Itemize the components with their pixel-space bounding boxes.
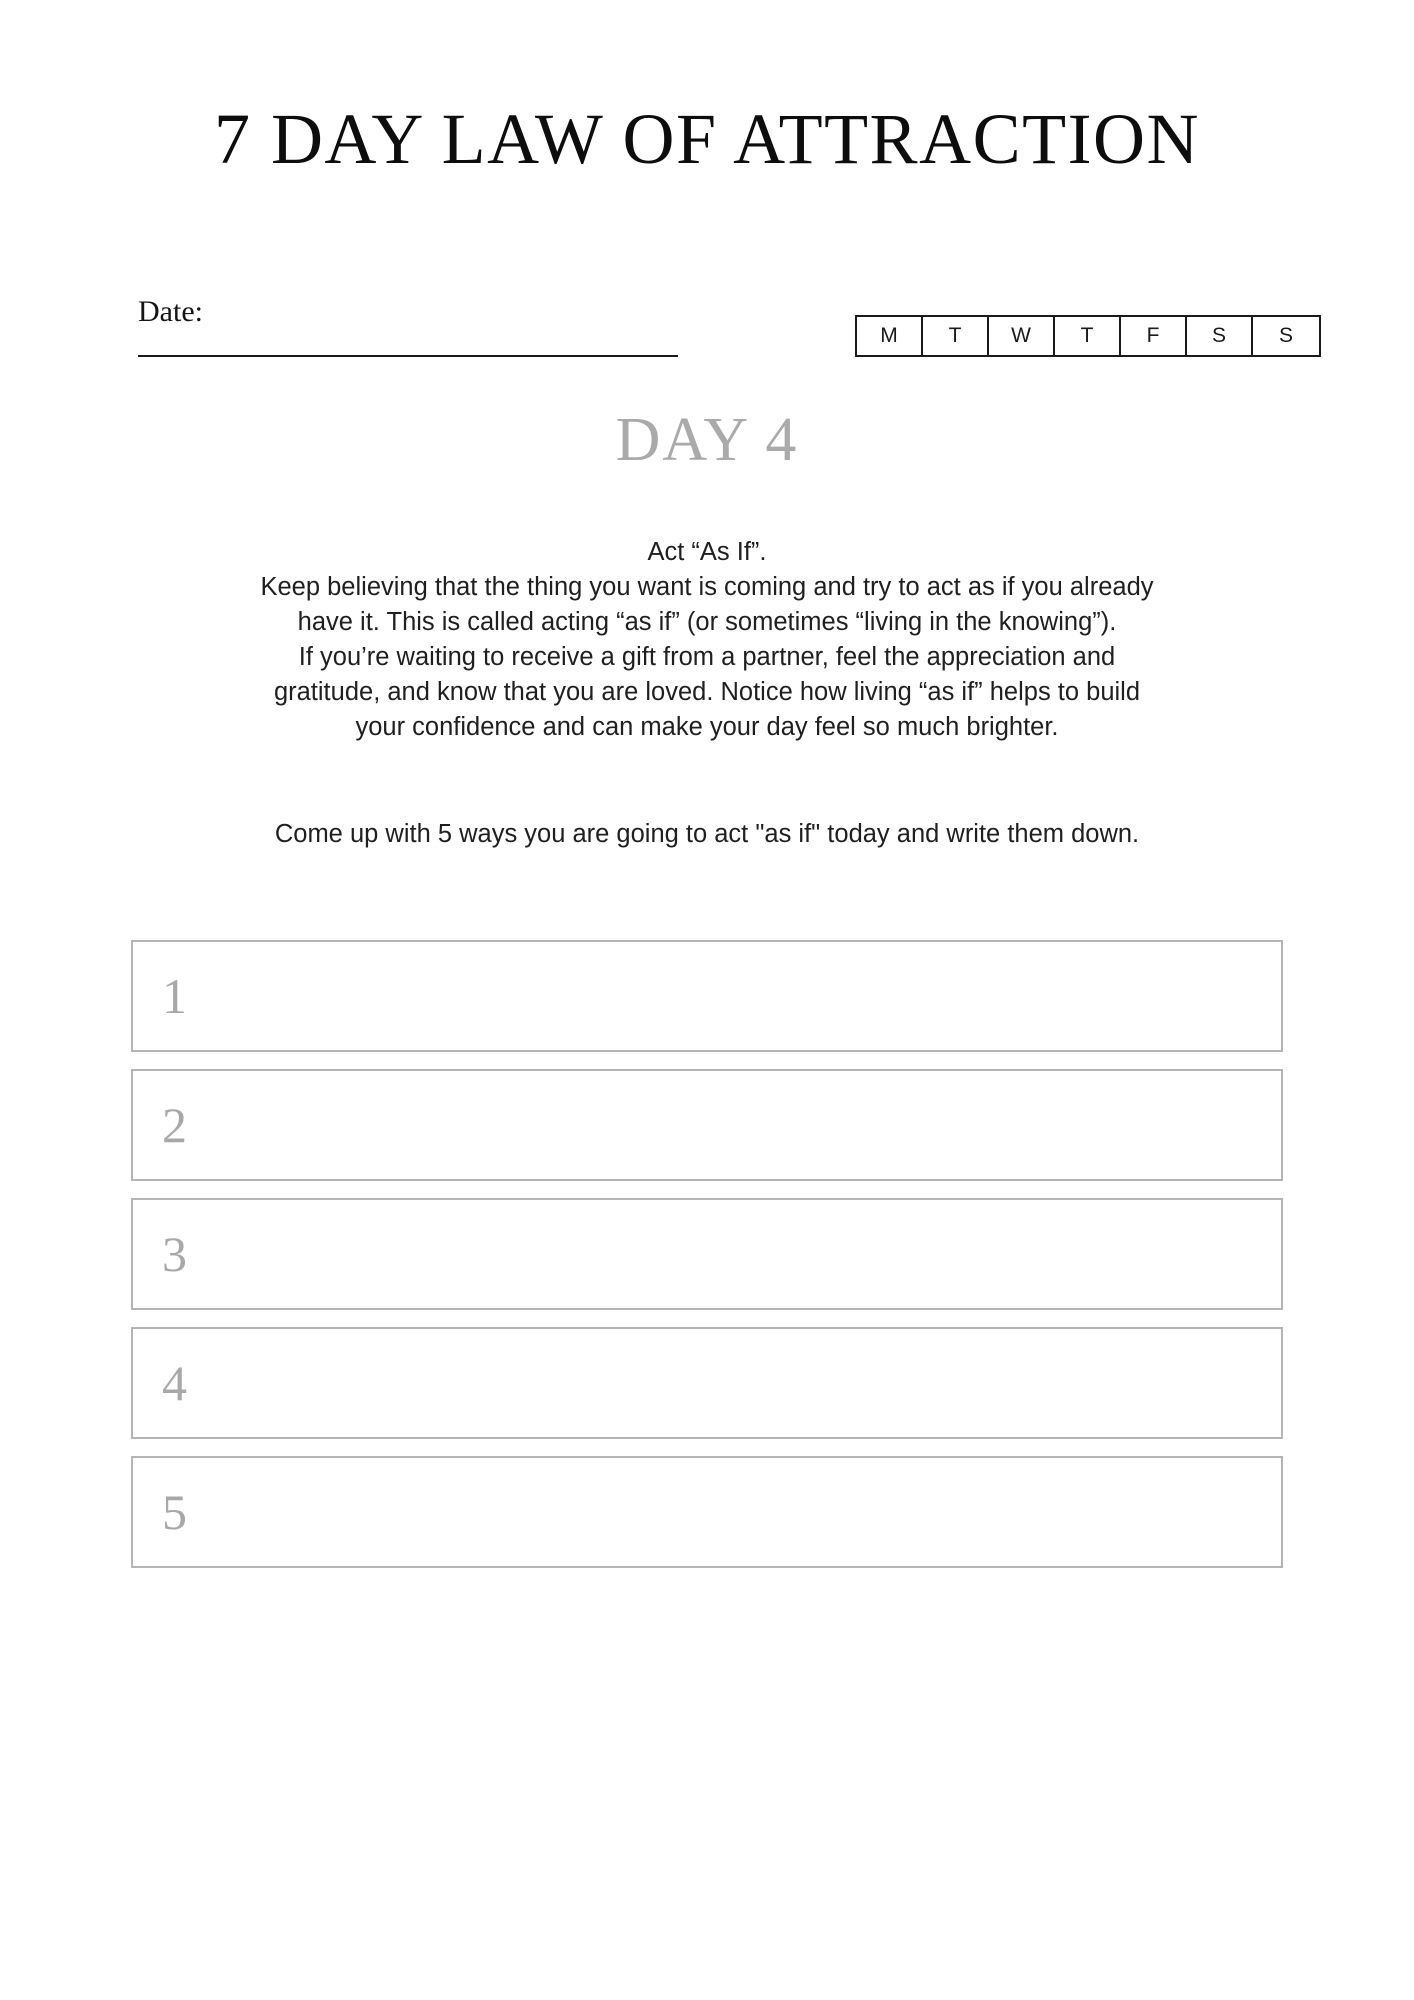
intro-line-4: If you’re waiting to receive a gift from a partner, feel the appreciation and (298, 643, 1116, 671)
answer-row-1[interactable] (131, 940, 1283, 1052)
day-of-week-selector[interactable] (855, 315, 1321, 357)
intro-line-2: Keep believing that the thing you want is coming and try to act as if you already (260, 573, 1154, 601)
day-of-week-tuesday[interactable]: T (923, 317, 989, 355)
day-of-week-wednesday[interactable]: W (989, 317, 1055, 355)
answer-number-3: 3 (162, 1226, 187, 1282)
answer-row-3[interactable] (131, 1198, 1283, 1310)
answer-input-2[interactable] (213, 1071, 1281, 1179)
answer-number-2: 2 (162, 1097, 187, 1153)
date-write-line[interactable] (138, 355, 678, 357)
day-of-week-saturday[interactable]: S (1187, 317, 1253, 355)
answer-input-3[interactable] (213, 1200, 1281, 1308)
day-heading: DAY 4 (615, 406, 799, 474)
intro-line-1: Act “As If”. (647, 538, 767, 566)
intro-line-6: your confidence and can make your day feel so much brighter. (355, 713, 1059, 741)
prompt-text: Come up with 5 ways you are going to act "as if" today and write them down. (274, 820, 1140, 848)
answer-input-1[interactable] (213, 942, 1281, 1050)
day-of-week-monday[interactable]: M (857, 317, 923, 355)
answer-row-5[interactable] (131, 1456, 1283, 1568)
intro-text (107, 535, 1307, 745)
answer-row-4[interactable] (131, 1327, 1283, 1439)
day-of-week-thursday[interactable]: T (1055, 317, 1121, 355)
intro-line-5: gratitude, and know that you are loved. Notice how living “as if” helps to build (273, 678, 1141, 706)
answer-list (131, 940, 1283, 1585)
answer-number-1: 1 (162, 968, 187, 1024)
page-title: 7 DAY LAW OF ATTRACTION (213, 99, 1201, 179)
day-of-week-sunday[interactable]: S (1278, 324, 1293, 347)
intro-line-3: have it. This is called acting “as if” (or sometimes “living in the knowing”). (297, 608, 1117, 636)
day-of-week-friday[interactable]: F (1121, 317, 1187, 355)
date-label: Date: (138, 295, 203, 328)
answer-input-5[interactable] (213, 1458, 1281, 1566)
answer-number-4: 4 (162, 1355, 187, 1411)
answer-number-5: 5 (162, 1484, 187, 1540)
answer-row-2[interactable] (131, 1069, 1283, 1181)
answer-input-4[interactable] (213, 1329, 1281, 1437)
